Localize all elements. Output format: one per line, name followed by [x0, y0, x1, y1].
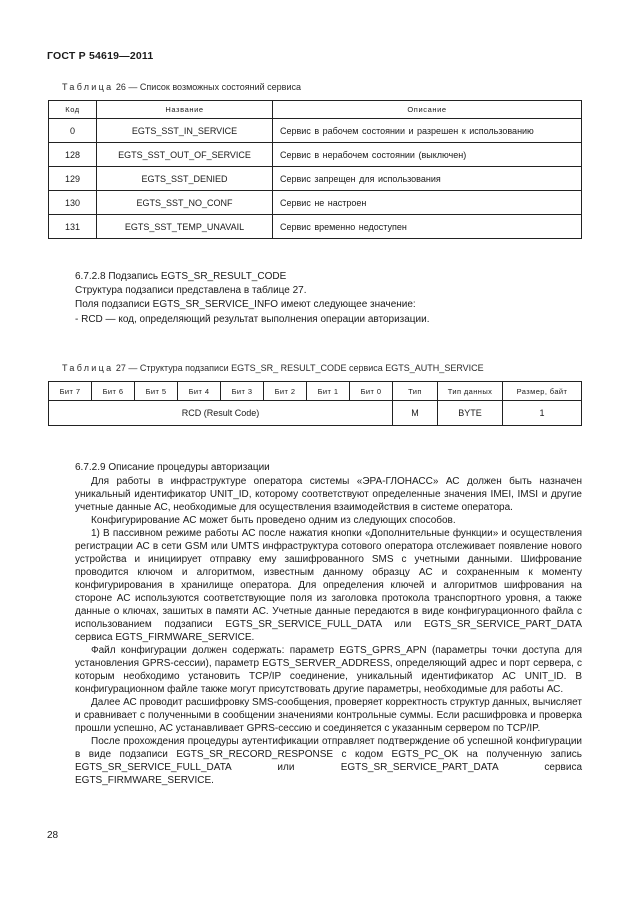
column-header-code: Код	[49, 101, 97, 119]
field-type: M	[393, 401, 438, 426]
paragraph: Конфигурирование АС может быть проведено одним из следующих способов.	[91, 515, 456, 526]
field-size: 1	[503, 401, 582, 426]
service-states-table	[48, 100, 582, 239]
state-code: 128	[49, 143, 97, 167]
section-6728-line: - RCD — код, определяющий результат выполнения операции авторизации.	[75, 314, 430, 325]
table-header-row	[49, 382, 582, 401]
paragraph: Далее АС проводит расшифровку SMS-сообщения, проверяет корректность структур данных, вычисляет и сравнивает с полученными в сообщении значениями контрольные суммы. Если расшифровка и проверка прошли успешно, АС устанавливает GPRS-сессию и соединяется с указанным сервером по TCP/IP.	[75, 697, 582, 734]
field-name: RCD (Result Code)	[49, 401, 393, 426]
result-code-structure-table	[48, 381, 582, 426]
table-row	[49, 119, 582, 143]
paragraph: После прохождения процедуры аутентификации отправляет подтверждение об успешной конфигурации в виде подзаписи EGTS_SR_RECORD_RESPONSE с кодом EGTS_PC_OK на полученную запись EGTS_SR_SERVICE_FULL_DATA или EGTS_SR_SERVICE_PART_DATA сервиса EGTS_FIRMWARE_SERVICE.	[75, 736, 582, 786]
paragraph: 1) В пассивном режиме работы АС после нажатия кнопки «Дополнительные функции» и осуществления регистрации АС в сети GSM или UMTS инфраструктура сотового оператора отслеживает появление нового устройства и инициирует отправку ему зашифрованного SMS с учетными данными. Шифрование проводится ключом и алгоритмом, известным данному образцу АС и сохраненным к моменту конфигурирования в хранилище оператора. Для определения ключей и алгоритмов шифрования на стороне АС используются соответствующие поля из заголовка протокола транспортного уровня, а также данные о ключах, зашитых в памяти АС. Учетные данные передаются в виде конфигурационного файла с использованием подзаписи EGTS_SR_SERVICE_FULL_DATA или EGTS_SR_SERVICE_PART_DATA сервиса EGTS_FIRMWARE_SERVICE.	[75, 528, 582, 643]
column-header-bit: Бит 7	[49, 382, 92, 401]
state-code: 129	[49, 167, 97, 191]
state-name: EGTS_SST_TEMP_UNAVAIL	[97, 215, 273, 239]
section-6728-heading: 6.7.2.8 Подзапись EGTS_SR_RESULT_CODE	[75, 271, 287, 282]
table27-caption-text: 27 — Структура подзаписи EGTS_SR_ RESULT_CODE сервиса EGTS_AUTH_SERVICE	[115, 363, 484, 373]
column-header-type: Тип	[393, 382, 438, 401]
column-header-data-type: Тип данных	[438, 382, 503, 401]
column-header-description: Описание	[273, 101, 582, 119]
section-6729-heading: 6.7.2.9 Описание процедуры авторизации	[75, 462, 270, 473]
state-code: 130	[49, 191, 97, 215]
paragraph: Для работы в инфраструктуре оператора системы «ЭРА-ГЛОНАСС» АС должен быть назначен уникальный идентификатор UNIT_ID, которому соответствуют определенные значения IMEI, IMSI и другие учетные данные АС, необходимые для осуществления взаимодействия в системе оператора.	[75, 476, 582, 513]
section-6729-body	[75, 475, 582, 787]
field-data-type: BYTE	[438, 401, 503, 426]
column-header-bit: Бит 0	[350, 382, 393, 401]
table26-caption-text: 26 — Список возможных состояний сервиса	[115, 82, 301, 92]
state-description: Сервис в рабочем состоянии и разрешен к использованию	[273, 119, 582, 143]
column-header-bit: Бит 1	[307, 382, 350, 401]
state-name: EGTS_SST_IN_SERVICE	[97, 119, 273, 143]
state-code: 0	[49, 119, 97, 143]
column-header-bit: Бит 6	[92, 382, 135, 401]
column-header-bit: Бит 4	[178, 382, 221, 401]
state-description: Сервис запрещен для использования	[273, 167, 582, 191]
state-name: EGTS_SST_OUT_OF_SERVICE	[97, 143, 273, 167]
state-description: Сервис не настроен	[273, 191, 582, 215]
table-row	[49, 143, 582, 167]
page-number: 28	[47, 830, 59, 841]
table-row	[49, 191, 582, 215]
table26-caption-label: Таблица	[62, 82, 114, 92]
table-header-row	[49, 101, 582, 119]
column-header-bit: Бит 2	[264, 382, 307, 401]
table27-caption-label: Таблица	[62, 363, 114, 373]
column-header-size: Размер, байт	[503, 382, 582, 401]
state-description: Сервис временно недоступен	[273, 215, 582, 239]
table27-caption	[62, 363, 484, 373]
paragraph: Файл конфигурации должен содержать: параметр EGTS_GPRS_APN (параметры точки доступа для установления GPRS-сессии), параметр EGTS_SERVER_ADDRESS, определяющий адрес и порт сервера, с которым необходимо установить TCP/IP соединение, уникальный идентификатор АС UNIT_ID. В конфигурационном файле также могут присутствовать другие параметры, необходимые для работы АС.	[75, 645, 582, 695]
table-row	[49, 401, 582, 426]
column-header-bit: Бит 3	[221, 382, 264, 401]
section-6728-line: Структура подзаписи представлена в таблице 27.	[75, 285, 307, 296]
table-row	[49, 215, 582, 239]
table-row	[49, 167, 582, 191]
state-code: 131	[49, 215, 97, 239]
table26-caption	[62, 82, 301, 92]
section-6728-line: Поля подзаписи EGTS_SR_SERVICE_INFO имеют следующее значение:	[75, 299, 416, 310]
state-name: EGTS_SST_DENIED	[97, 167, 273, 191]
column-header-name: Название	[97, 101, 273, 119]
state-description: Сервис в нерабочем состоянии (выключен)	[273, 143, 582, 167]
column-header-bit: Бит 5	[135, 382, 178, 401]
state-name: EGTS_SST_NO_CONF	[97, 191, 273, 215]
standard-header: ГОСТ Р 54619—2011	[47, 50, 154, 62]
